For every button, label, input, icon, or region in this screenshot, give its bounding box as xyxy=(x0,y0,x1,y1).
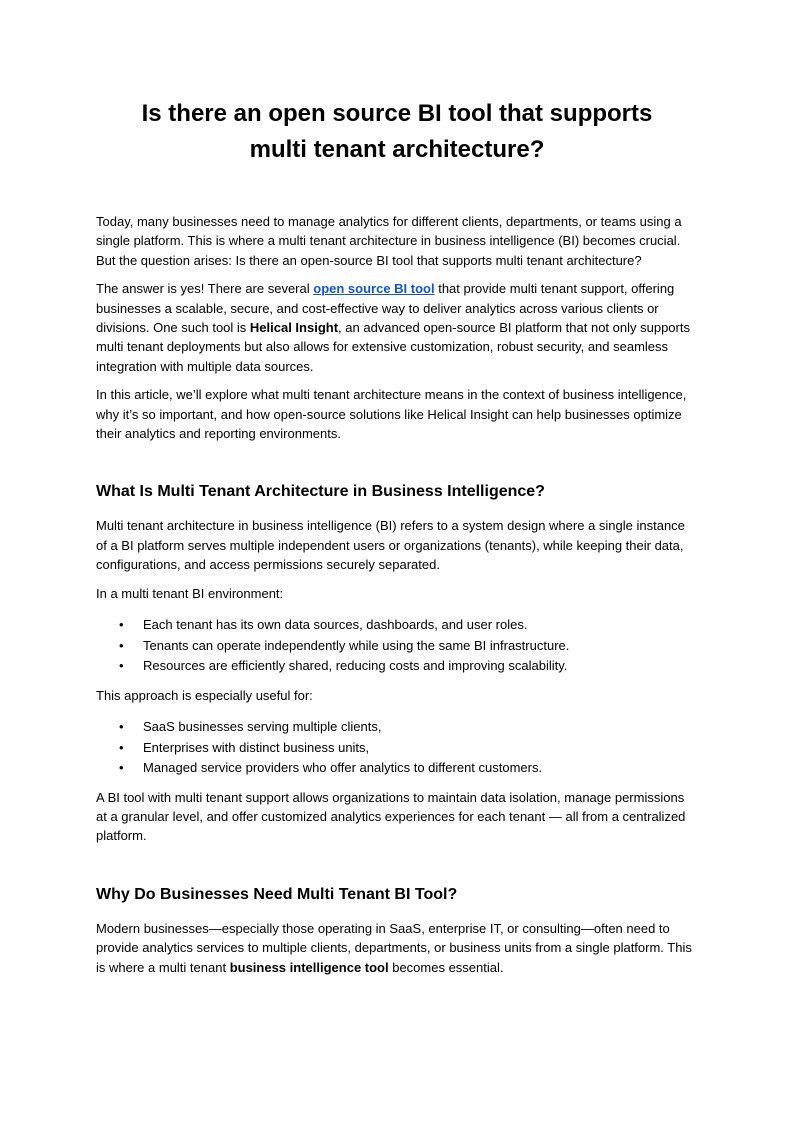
intro-p2-text-start: The answer is yes! There are several xyxy=(96,281,314,297)
list-item-text: Managed service providers who offer analytics to different customers. xyxy=(143,760,543,775)
list-item-text: Each tenant has its own data sources, dashboards, and user roles. xyxy=(143,617,528,633)
list-item xyxy=(119,656,698,677)
use-cases-list xyxy=(96,717,698,779)
list-item-text: SaaS businesses serving multiple clients, xyxy=(143,719,382,734)
open-source-bi-tool-link[interactable]: open source BI tool xyxy=(313,281,435,297)
intro-paragraph-1: Today, many businesses need to manage analytics for different clients, departments, or teams using a single platform. This is where a multi tenant architecture in business intelligence (BI) becomes crucial. But the question arises: Is there an open-source BI tool that supports multi tenant architecture? xyxy=(96,214,682,268)
section-2-paragraph-1 xyxy=(96,919,698,977)
list-item xyxy=(119,758,698,779)
section-1-paragraph-1: Multi tenant architecture in business intelligence (BI) refers to a system design where a single instance of a BI platform serves multiple independent users or organizations (tenants), while keeping their data, configurations, and access permissions securely separated. xyxy=(96,518,685,573)
tenant-features-list xyxy=(96,615,698,677)
section-1-heading: What Is Multi Tenant Architecture in Business Intelligence? xyxy=(96,483,545,501)
helical-insight-bold: Helical Insight xyxy=(249,320,339,336)
bullet-icon: • xyxy=(119,760,124,775)
business-intelligence-tool-bold: business intelligence tool xyxy=(229,959,389,975)
section-2-text-start: Modern businesses—especially those operating in SaaS, enterprise IT, or consulting—often need to provide analytics services to multiple clients, departments, or business units from a single platform. This is where a multi tenant xyxy=(96,920,692,975)
list-item-text: Resources are efficiently shared, reducing costs and improving scalability. xyxy=(143,658,568,674)
list-item-text: Enterprises with distinct business units, xyxy=(143,739,370,755)
intro-paragraph-2 xyxy=(96,279,698,376)
bullet-icon: • xyxy=(119,739,124,755)
bullet-icon: • xyxy=(119,617,124,633)
section-1-paragraph-2: In a multi tenant BI environment: xyxy=(96,585,284,601)
section-1-paragraph-3: This approach is especially useful for: xyxy=(96,687,313,703)
intro-p2-text-middle: that provide multi tenant support, offering businesses a scalable, secure, and cost-effective way to deliver analytics across various clients or divisions. One such tool is xyxy=(96,281,675,336)
list-item xyxy=(119,615,698,636)
intro-p2-text-end: , an advanced open-source BI platform that not only supports multi tenant deployments but also allows for extensive customization, robust security, and seamless integration with multiple data sources. xyxy=(96,320,690,374)
list-item xyxy=(119,636,698,657)
list-item xyxy=(119,738,698,759)
bullet-icon: • xyxy=(119,658,124,674)
section-2-text-end: becomes essential. xyxy=(388,959,504,975)
list-item-text: Tenants can operate independently while using the same BI infrastructure. xyxy=(143,637,570,653)
document-title: Is there an open source BI tool that supports multi tenant architecture? xyxy=(141,100,653,163)
list-item xyxy=(119,717,698,738)
section-1-paragraph-4: A BI tool with multi tenant support allows organizations to maintain data isolation, manage permissions at a granular level, and offer customized analytics experiences for each tenant — all from a centralized platform. xyxy=(96,789,686,844)
bullet-icon: • xyxy=(119,719,124,734)
bullet-icon: • xyxy=(119,637,124,653)
section-2-heading: Why Do Businesses Need Multi Tenant BI Tool? xyxy=(96,885,458,903)
intro-paragraph-3: In this article, we’ll explore what multi tenant architecture means in the context of business intelligence, why it’s so important, and how open-source solutions like Helical Insight can help businesses optimize their analytics and reporting environments. xyxy=(96,387,687,442)
